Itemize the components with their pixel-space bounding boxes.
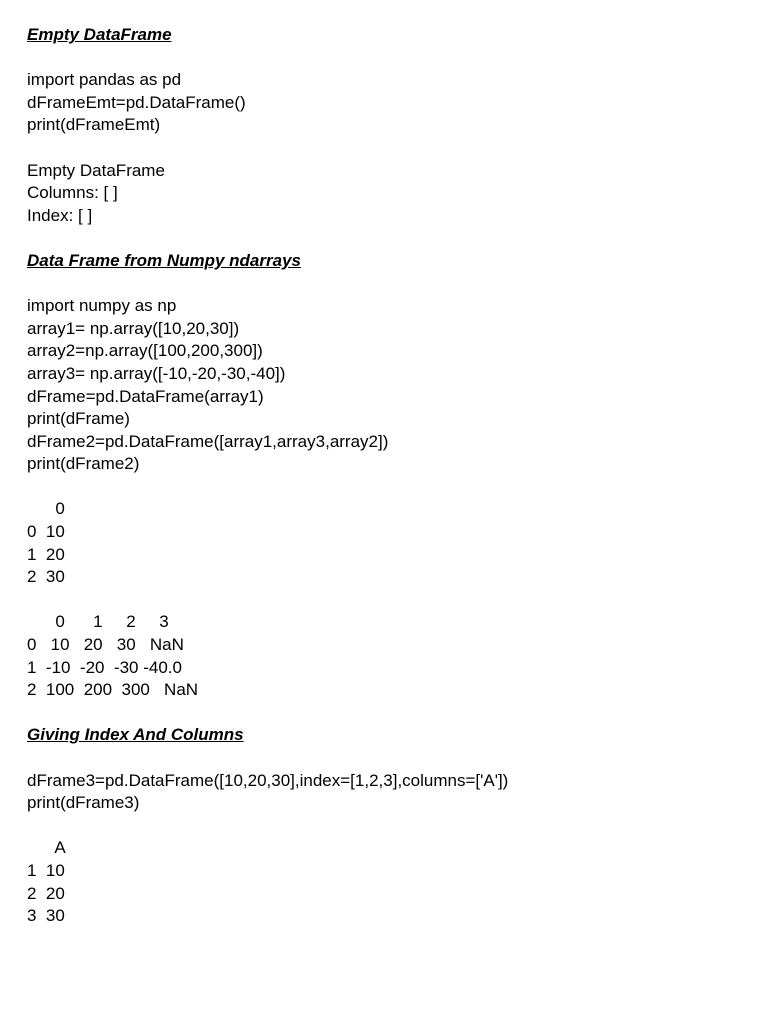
output-line: 2 100 200 300 NaN xyxy=(27,680,199,700)
spacer xyxy=(27,273,747,296)
output-line: 2 20 xyxy=(27,883,65,903)
code-line: array1= np.array([10,20,30]) xyxy=(27,318,240,338)
code-line: print(dFrame2) xyxy=(27,454,140,474)
spacer xyxy=(27,476,747,499)
output-line: 0 10 20 30 NaN xyxy=(27,635,184,655)
output-line: 0 1 2 3 xyxy=(27,612,169,632)
code-line: array2=np.array([100,200,300]) xyxy=(27,341,263,361)
output-line: 3 30 xyxy=(27,906,65,926)
output-line: 1 20 xyxy=(27,544,65,564)
spacer xyxy=(27,702,747,725)
code-line: array3= np.array([-10,-20,-30,-40]) xyxy=(27,363,286,383)
code-line: import pandas as pd xyxy=(27,70,182,90)
spacer xyxy=(27,227,747,250)
code-line: dFrame3=pd.DataFrame([10,20,30],index=[1,2,3],columns=['A']) xyxy=(27,770,509,790)
output-line: 1 10 xyxy=(27,860,65,880)
spacer xyxy=(27,137,747,160)
section-heading-numpy-ndarrays: Data Frame from Numpy ndarrays xyxy=(27,250,301,270)
output-line: 2 30 xyxy=(27,567,65,587)
section-heading-empty-dataframe: Empty DataFrame xyxy=(27,25,172,44)
output-line: Index: [ ] xyxy=(27,205,93,225)
spacer xyxy=(27,747,747,770)
code-line: print(dFrame) xyxy=(27,409,130,429)
output-line: A xyxy=(27,838,66,858)
section-heading-index-and-columns: Giving Index And Columns xyxy=(27,725,244,745)
code-line: import numpy as np xyxy=(27,296,177,316)
output-line: 1 -10 -20 -30 -40.0 xyxy=(27,657,182,677)
output-line: Empty DataFrame xyxy=(27,160,165,180)
code-line: print(dFrameEmt) xyxy=(27,115,161,135)
spacer xyxy=(27,589,747,612)
code-line: dFrame=pd.DataFrame(array1) xyxy=(27,386,264,406)
output-line: 0 10 xyxy=(27,522,65,542)
output-line: Columns: [ ] xyxy=(27,183,118,203)
code-line: dFrame2=pd.DataFrame([array1,array3,array2]) xyxy=(27,431,389,451)
output-line: 0 xyxy=(27,499,65,519)
code-line: dFrameEmt=pd.DataFrame() xyxy=(27,92,246,112)
spacer xyxy=(27,815,747,838)
code-line: print(dFrame3) xyxy=(27,793,140,813)
document-page xyxy=(27,24,747,928)
spacer xyxy=(27,47,747,70)
